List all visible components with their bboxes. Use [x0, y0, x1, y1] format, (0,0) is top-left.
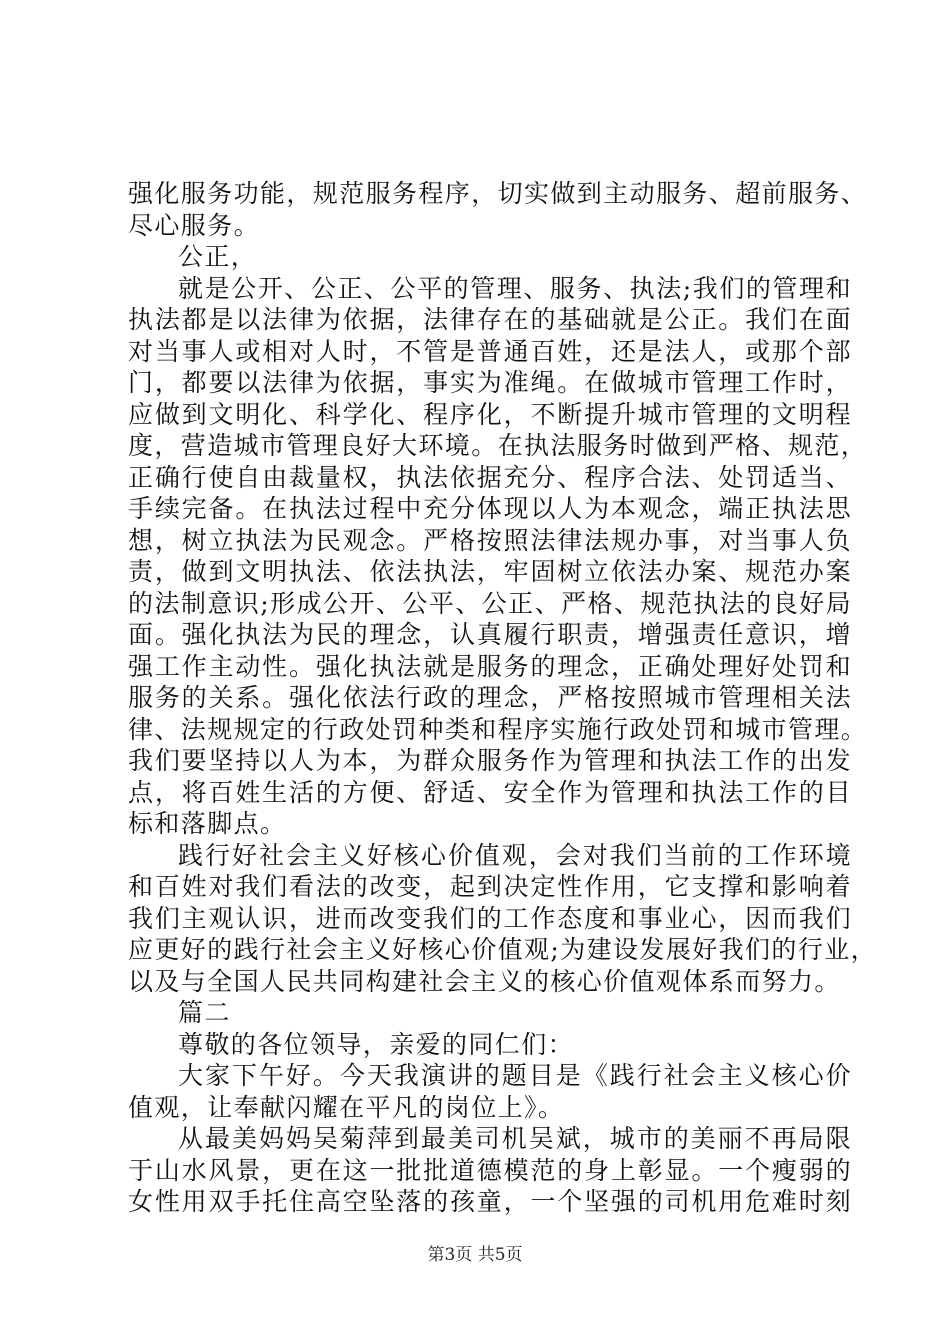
- text-line: 公正，: [178, 242, 258, 271]
- text-line: 责，做到文明执法、依法执法，牢固树立依法办案、规范办案: [128, 557, 852, 586]
- text-line: 大家下午好。今天我演讲的题目是《践行社会主义核心价: [178, 1061, 852, 1090]
- text-line: 我们主观认识，进而改变我们的工作态度和事业心，因而我们: [128, 903, 852, 933]
- text-line: 从最美妈妈吴菊萍到最美司机吴斌，城市的美丽不再局限: [178, 1124, 852, 1153]
- text-line: 尽心服务。: [128, 210, 261, 240]
- text-line: 应做到文明化、科学化、程序化，不断提升城市管理的文明程: [128, 399, 852, 429]
- text-line: 手续完备。在执法过程中充分体现以人为本观念，端正执法思: [128, 494, 852, 523]
- text-line: 强化服务功能，规范服务程序，切实做到主动服务、超前服务、: [128, 179, 868, 208]
- text-line: 以及与全国人民共同构建社会主义的核心价值观体系而努力。: [128, 966, 841, 996]
- text-line: 对当事人或相对人时，不管是普通百姓，还是法人，或那个部: [128, 336, 852, 366]
- text-line: 我们要坚持以人为本，为群众服务作为管理和执法工作的出发: [128, 746, 852, 775]
- document-body: [128, 178, 878, 1218]
- text-line: 律、法规规定的行政处罚种类和程序实施行政处罚和城市管理。: [128, 714, 868, 744]
- text-line: 值观，让奉献闪耀在平凡的岗位上》。: [128, 1092, 565, 1122]
- text-line: 就是公开、公正、公平的管理、服务、执法;我们的管理和: [178, 273, 852, 303]
- text-line: 和百姓对我们看法的改变，起到决定性作用，它支撑和影响着: [128, 872, 852, 901]
- text-line: 想，树立执法为民观念。严格按照法律法规办事，对当事人负: [128, 525, 852, 555]
- text-line: 门，都要以法律为依据，事实为准绳。在做城市管理工作时，: [128, 368, 852, 397]
- text-line: 点，将百姓生活的方便、舒适、安全作为管理和执法工作的目: [128, 777, 852, 807]
- text-line: 于山水风景，更在这一批批道德模范的身上彰显。一个瘦弱的: [128, 1155, 852, 1185]
- text-line: 强工作主动性。强化执法就是服务的理念，正确处理好处罚和: [128, 651, 852, 681]
- text-line: 尊敬的各位领导，亲爱的同仁们：: [178, 1029, 575, 1059]
- text-line: 正确行使自由裁量权，执法依据充分、程序合法、处罚适当、: [128, 462, 852, 492]
- text-line: 践行好社会主义好核心价值观，会对我们当前的工作环境: [178, 840, 852, 870]
- text-line: 标和落脚点。: [128, 809, 287, 838]
- text-line: 服务的关系。强化依法行政的理念，严格按照城市管理相关法: [128, 683, 852, 712]
- text-line: 的法制意识;形成公开、公平、公正、严格、规范执法的良好局: [128, 588, 852, 618]
- text-line: 执法都是以法律为依据，法律存在的基础就是公正。我们在面: [128, 305, 852, 334]
- page-footer: 第3页 共5页: [427, 1245, 523, 1265]
- text-line: 度，营造城市管理良好大环境。在执法服务时做到严格、规范，: [128, 431, 868, 460]
- text-line: 篇二: [178, 998, 231, 1027]
- text-line: 面。强化执法为民的理念，认真履行职责，增强责任意识，增: [128, 620, 852, 649]
- text-line: 应更好的践行社会主义好核心价值观;为建设发展好我们的行业，: [128, 935, 878, 964]
- text-line: 女性用双手托住高空坠落的孩童，一个坚强的司机用危难时刻: [128, 1187, 852, 1216]
